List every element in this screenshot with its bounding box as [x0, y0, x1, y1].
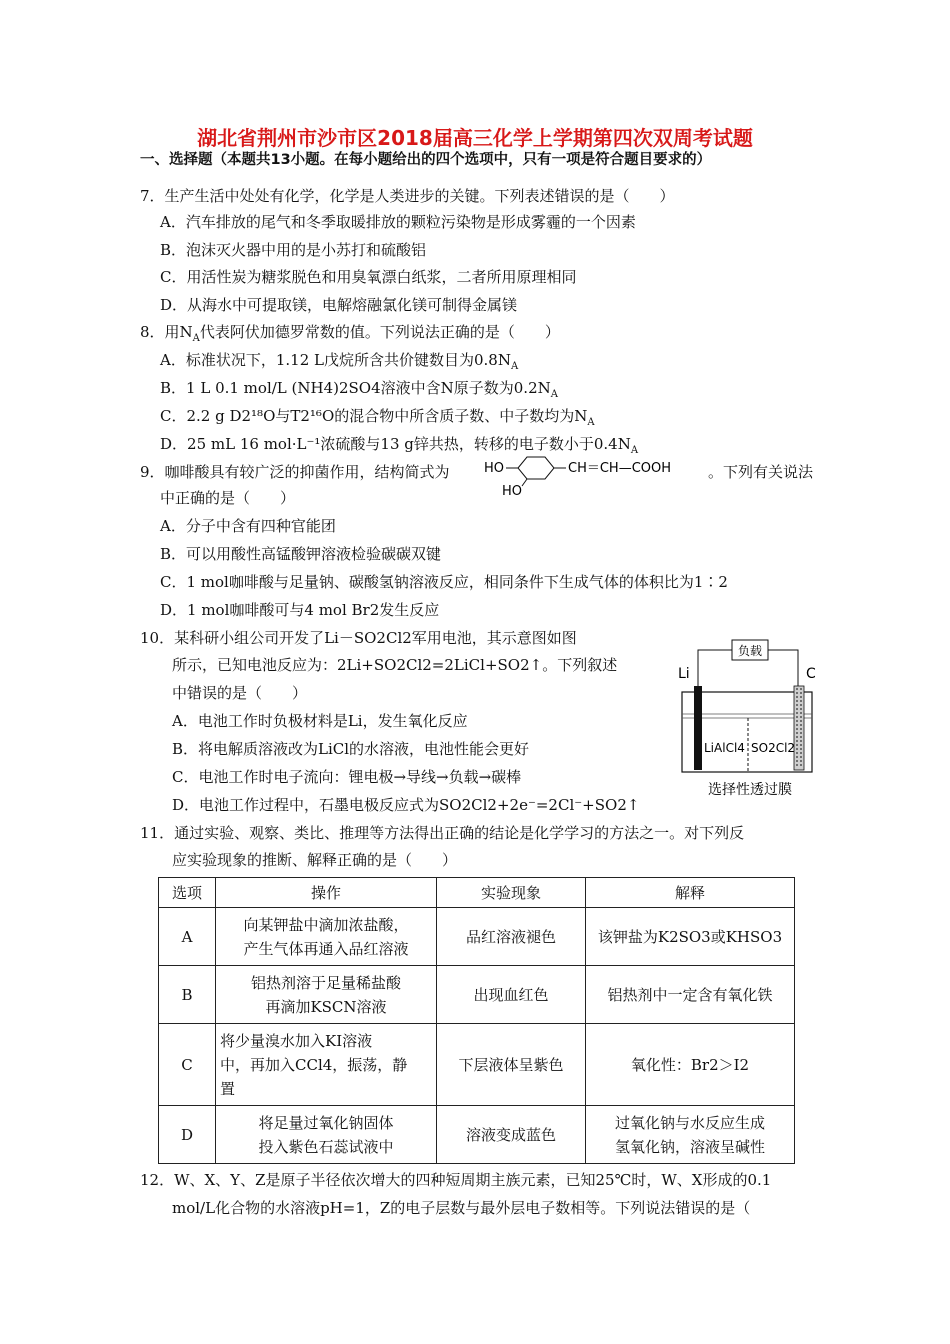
- q12-stem-a: 12．W、X、Y、Z是原子半径依次增大的四种短周期主族元素，已知25℃时，W、X形成的0.1: [140, 1171, 772, 1189]
- q8-option-c: C．2.2 g D2¹⁸O与T2¹⁶O的混合物中所含质子数、中子数均为$N_A$: [160, 407, 595, 428]
- row-explanation: 过氧化钠与水反应生成 氢氧化钠，溶液呈碱性: [586, 1106, 795, 1164]
- row-option: D: [159, 1106, 216, 1164]
- table-row: [159, 908, 795, 966]
- row-operation: 将少量溴水加入KI溶液 中，再加入CCl4，振荡，静 置: [216, 1024, 437, 1106]
- q9-stem-a: 9．咖啡酸具有较广泛的抑菌作用，结构简式为: [140, 463, 450, 481]
- q7-option-c: C．用活性炭为糖浆脱色和用臭氧漂白纸浆，二者所用原理相同: [160, 268, 577, 286]
- q9-option-b: B．可以用酸性高锰酸钾溶液检验碳碳双键: [160, 545, 442, 563]
- q8-option-d: D．25 mL 16 mol·L⁻¹浓硫酸与13 g锌共热，转移的电子数小于$0.4N_A$: [160, 435, 639, 456]
- header-operation: 操作: [216, 878, 437, 908]
- q7-option-d: D．从海水中可提取镁，电解熔融氯化镁可制得金属镁: [160, 296, 518, 314]
- q8-option-b: B．1 L 0.1 mol/L (NH4)2SO4溶液中含N原子数为$0.2N_A$: [160, 379, 558, 400]
- q7-option-b: B．泡沫灭火器中用的是小苏打和硫酸铝: [160, 241, 427, 259]
- row-operation: 向某钾盐中滴加浓盐酸， 产生气体再通入品红溶液: [216, 908, 437, 966]
- row-phenomenon: 出现血红色: [437, 966, 586, 1024]
- row-operation: 铝热剂溶于足量稀盐酸 再滴加KSCN溶液: [216, 966, 437, 1024]
- q9-stem-b: 。下列有关说法: [708, 463, 814, 481]
- caffeic-acid-structure: [480, 452, 706, 498]
- row-option: A: [159, 908, 216, 966]
- header-option: 选项: [159, 878, 216, 908]
- table-row: [159, 1024, 795, 1106]
- q10-stem-c: 中错误的是（ ）: [172, 684, 308, 702]
- right-solution-label: SO2Cl2: [751, 741, 796, 755]
- wire-right: [768, 650, 798, 686]
- q9-option-d: D．1 mol咖啡酸可与4 mol Br2发生反应: [160, 601, 440, 619]
- row-phenomenon: 溶液变成蓝色: [437, 1106, 586, 1164]
- li-electrode: [694, 686, 702, 770]
- row-explanation: 铝热剂中一定含有氧化铁: [586, 966, 795, 1024]
- q10-option-c: C．电池工作时电子流向：锂电极→导线→负载→碳棒: [172, 768, 522, 786]
- q10-stem-b: 所示，已知电池反应为：2Li+SO2Cl2=2LiCl+SO2↑。下列叙述: [172, 656, 618, 674]
- table-row: [159, 966, 795, 1024]
- formula-chain: CH＝CH—COOH: [568, 461, 672, 476]
- q7-stem: 7．生产生活中处处有化学，化学是人类进步的关键。下列表述错误的是（ ）: [140, 187, 675, 205]
- q8-stem: 8．用$N_A$代表阿伏加德罗常数的值。下列说法正确的是（ ）: [140, 323, 560, 344]
- c-label: C: [806, 666, 816, 682]
- row-phenomenon: 品红溶液褪色: [437, 908, 586, 966]
- wire-left: [698, 650, 732, 686]
- q10-option-d: D．电池工作过程中，石墨电极反应式为SO2Cl2+2e⁻=2Cl⁻+SO2↑: [172, 796, 640, 814]
- left-solution-label: LiAlCl4: [704, 741, 745, 755]
- section-heading: 一、选择题（本题共13小题。在每小题给出的四个选项中，只有一项是符合题目要求的）: [140, 152, 712, 168]
- q9-option-c: C．1 mol咖啡酸与足量钠、碳酸氢钠溶液反应，相同条件下生成气体的体积比为1∶2: [160, 573, 728, 591]
- q11-stem-a: 11．通过实验、观察、类比、推理等方法得出正确的结论是化学学习的方法之一。对下列反: [140, 824, 745, 842]
- li-label: Li: [678, 666, 690, 682]
- q8-option-a: A．标准状况下，1.12 L戊烷所含共价键数目为$0.8N_A$: [160, 351, 519, 372]
- table-row: [159, 1106, 795, 1164]
- q10-option-a: A．电池工作时负极材料是Li，发生氧化反应: [172, 712, 468, 730]
- table-header-row: [159, 878, 795, 908]
- q9-stem-c: 中正确的是（ ）: [160, 489, 296, 507]
- row-option: B: [159, 966, 216, 1024]
- page-title: 湖北省荆州市沙市区2018届高三化学上学期第四次双周考试题: [197, 126, 753, 150]
- membrane-label: 选择性透过膜: [708, 782, 792, 798]
- row-phenomenon: 下层液体呈紫色: [437, 1024, 586, 1106]
- load-label: 负载: [737, 644, 763, 658]
- q11-table: [158, 877, 795, 1164]
- q12-stem-b: mol/L化合物的水溶液pH=1，Z的电子层数与最外层电子数相等。下列说法错误的是（: [172, 1199, 751, 1217]
- row-operation: 将足量过氧化钠固体 投入紫色石蕊试液中: [216, 1106, 437, 1164]
- header-explanation: 解释: [586, 878, 795, 908]
- battery-diagram: [672, 634, 822, 804]
- row-explanation: 该钾盐为K2SO3或KHSO3: [586, 908, 795, 966]
- carbon-electrode: [794, 686, 804, 770]
- formula-ho-2: HO: [502, 484, 523, 498]
- row-explanation: 氧化性：Br2＞I2: [586, 1024, 795, 1106]
- benzene-ring: [518, 457, 554, 479]
- q7-option-a: A．汽车排放的尾气和冬季取暖排放的颗粒污染物是形成雾霾的一个因素: [160, 213, 636, 231]
- q11-stem-b: 应实验现象的推断、解释正确的是（ ）: [172, 851, 458, 869]
- header-phenomenon: 实验现象: [437, 878, 586, 908]
- q10-stem-a: 10．某科研小组公司开发了Li－SO2Cl2军用电池，其示意图如图: [140, 629, 577, 647]
- formula-ho-1: HO: [484, 461, 505, 476]
- row-option: C: [159, 1024, 216, 1106]
- q10-option-b: B．将电解质溶液改为LiCl的水溶液，电池性能会更好: [172, 740, 530, 758]
- q9-option-a: A．分子中含有四种官能团: [160, 517, 336, 535]
